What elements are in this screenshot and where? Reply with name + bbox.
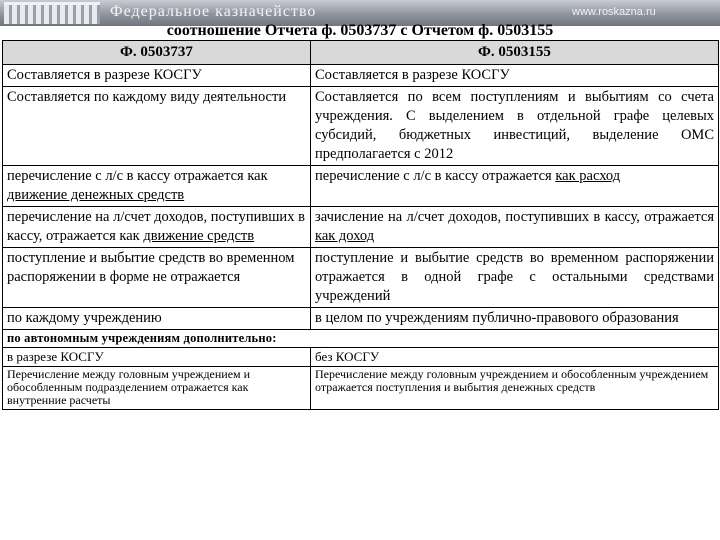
column-header-right: Ф. 0503155: [311, 41, 719, 65]
cell-text: перечисление с л/с в кассу отражается как: [7, 168, 268, 184]
cell-right: в целом по учреждениям публично-правового образования: [311, 308, 719, 330]
table-row: [3, 207, 719, 248]
cell-text: перечисление на л/счет доходов, поступивших в кассу, отражается как: [7, 209, 305, 244]
table-row: [3, 348, 719, 367]
underlined-term: как доход: [315, 228, 375, 244]
cell-right: поступление и выбытие средств во временном распоряжении отражается в одной графе с остальными средствами учреждений: [311, 248, 719, 308]
table-row: [3, 308, 719, 330]
column-header-left: Ф. 0503737: [3, 41, 311, 65]
table-section-row: [3, 330, 719, 348]
cell-left: поступление и выбытие средств во временном распоряжении в форме не отражается: [3, 248, 311, 308]
cell-left: Составляется по каждому виду деятельности: [3, 87, 311, 166]
table-row: [3, 248, 719, 308]
cell-right: Составляется в разрезе КОСГУ: [311, 65, 719, 87]
underlined-term: как расход: [555, 168, 621, 184]
cell-right: Составляется по всем поступлениям и выбытиям со счета учреждения. С выделением в отдельной графе целевых субсидий, бюджетных инвестиций, выделение ОМС предполагается с 2012: [311, 87, 719, 166]
cell-text: перечисление с л/с в кассу отражается: [315, 168, 556, 184]
cell-right: Перечисление между головным учреждением и обособленным учреждением отражается поступления и выбытия денежных средств: [311, 367, 719, 410]
banner-site-url[interactable]: www.roskazna.ru: [572, 6, 656, 18]
section-label: по автономным учреждениям дополнительно:: [3, 330, 719, 348]
comparison-table: [2, 40, 719, 410]
table-header-row: [3, 41, 719, 65]
table-row: [3, 367, 719, 410]
table-row: [3, 65, 719, 87]
cell-left: [3, 166, 311, 207]
table-row: [3, 166, 719, 207]
page-title: соотношение Отчета ф. 0503737 с Отчетом ф. 0503155: [166, 22, 554, 39]
cell-right: [311, 166, 719, 207]
cell-left: Составляется в разрезе КОСГУ: [3, 65, 311, 87]
cell-left: [3, 207, 311, 248]
cell-right: [311, 207, 719, 248]
underlined-term: движение средств: [143, 228, 255, 244]
cell-text: зачисление на л/счет доходов, поступивших в кассу, отражается: [315, 209, 714, 225]
cell-left: Перечисление между головным учреждением и обособленным подразделением отражается как внутренние расчеты: [3, 367, 311, 410]
cell-left: по каждому учреждению: [3, 308, 311, 330]
banner-title: Федеральное казначейство: [110, 3, 317, 20]
table-row: [3, 87, 719, 166]
cell-right: без КОСГУ: [311, 348, 719, 367]
cell-left: в разрезе КОСГУ: [3, 348, 311, 367]
underlined-term: движение денежных средств: [7, 187, 185, 203]
